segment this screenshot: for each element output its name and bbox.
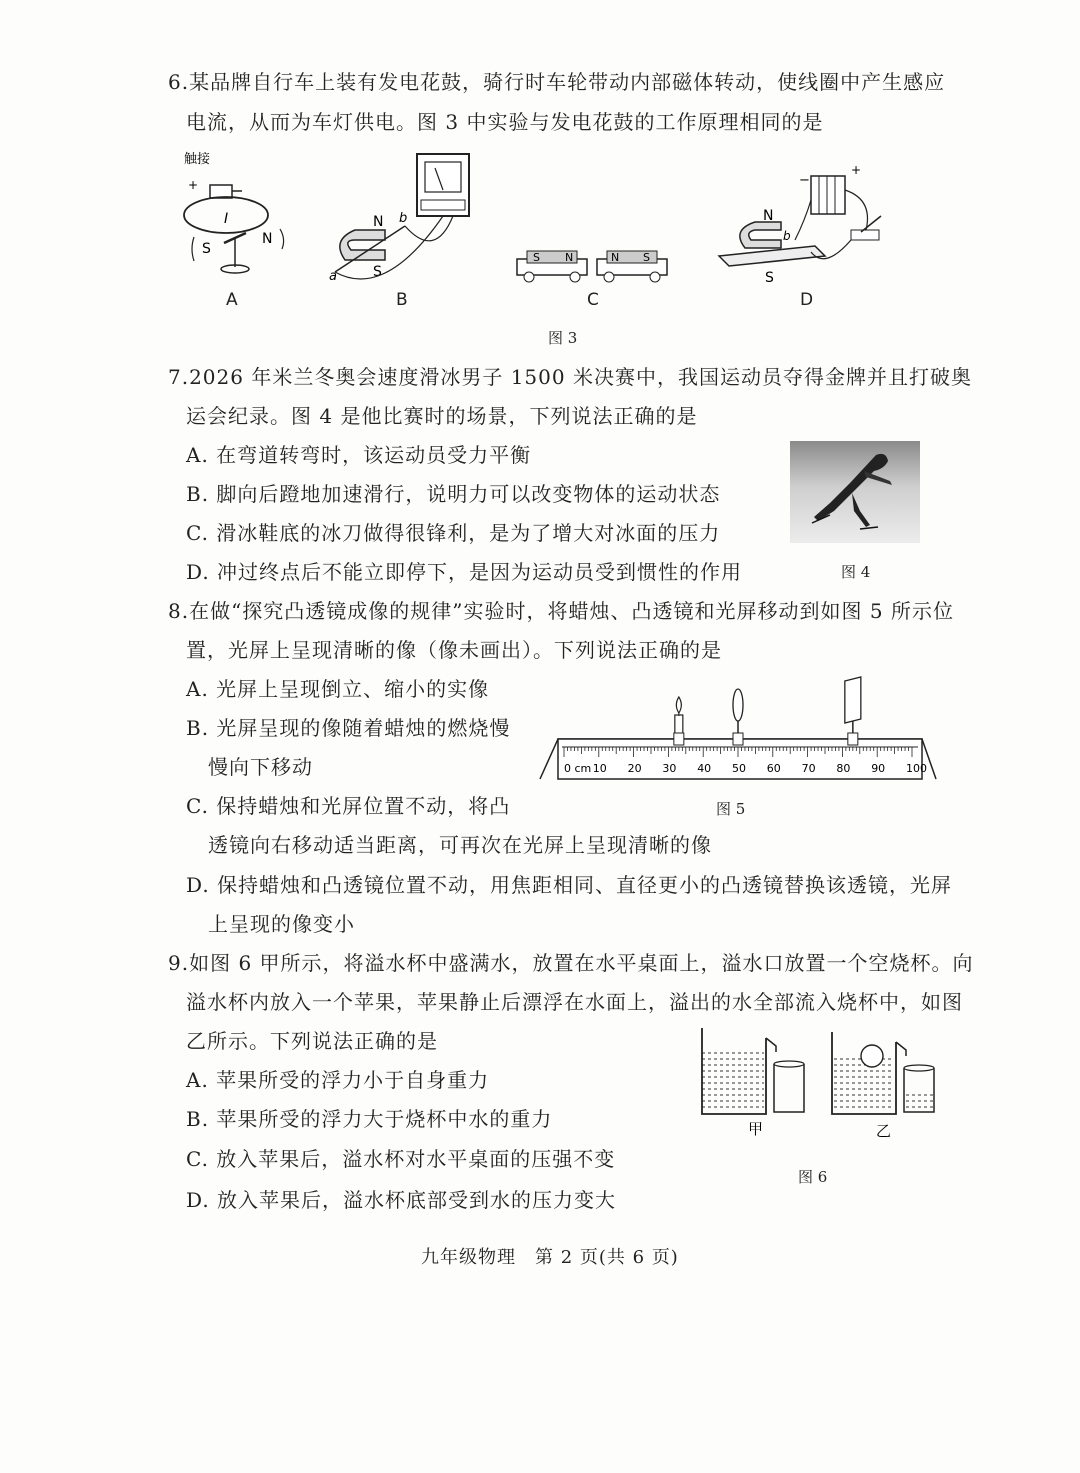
- q9-stem-3: 乙所示。下列说法正确的是: [186, 1029, 438, 1053]
- fig3-label-a: A: [226, 290, 238, 310]
- q7-option-d: D. 冲过终点后不能立即停下，是因为运动员受到惯性的作用: [186, 560, 743, 584]
- fig6-jia: [702, 1028, 804, 1138]
- light-screen: [845, 677, 861, 745]
- svg-text:+: +: [851, 163, 862, 177]
- q7-option-c: C. 滑冰鞋底的冰刀做得很锋利，是为了增大对冰面的压力: [186, 521, 721, 545]
- fig3-b-b: b: [399, 211, 408, 226]
- fig3-label-c: C: [587, 290, 599, 310]
- svg-text:−: −: [799, 173, 810, 188]
- q9-stem-1: 9.如图 6 甲所示，将溢水杯中盛满水，放置在水平桌面上，溢水口放置一个空烧杯。向: [168, 951, 974, 975]
- fig4-skater-photo: [790, 441, 920, 543]
- fig3-a-s: S: [202, 241, 211, 257]
- fig4-caption: 图 4: [841, 563, 871, 581]
- q7-option-b: B. 脚向后蹬地加速滑行，说明力可以改变物体的运动状态: [186, 482, 721, 506]
- ruler-label: 60: [766, 762, 781, 775]
- svg-text:N: N: [611, 251, 620, 264]
- ruler-label: 10: [592, 762, 607, 775]
- q8-option-c-1: C. 保持蜡烛和光屏位置不动，将凸: [186, 794, 511, 818]
- fig3-label-d: D: [800, 290, 814, 310]
- fig3-b-s: S: [373, 264, 382, 280]
- q8-option-a: A. 光屏上呈现倒立、缩小的实像: [186, 677, 490, 701]
- fig3-b-n: N: [373, 214, 384, 230]
- ruler-label: 90: [871, 762, 886, 775]
- fig3-d-s: S: [765, 270, 774, 286]
- q9-option-c: C. 放入苹果后，溢水杯对水平桌面的压强不变: [186, 1147, 616, 1171]
- ruler-label: 50: [732, 762, 746, 775]
- q8-option-b-1: B. 光屏呈现的像随着蜡烛的燃烧慢: [186, 716, 511, 740]
- q7-stem-2: 运会纪录。图 4 是他比赛时的场景，下列说法正确的是: [186, 404, 698, 428]
- fig5-caption: 图 5: [716, 800, 746, 818]
- q7-option-a: A. 在弯道转弯时，该运动员受力平衡: [186, 443, 532, 467]
- svg-text:S: S: [533, 251, 540, 264]
- fig3-a-oersted: [180, 145, 290, 285]
- q9-option-d: D. 放入苹果后，溢水杯底部受到水的压力变大: [186, 1188, 617, 1212]
- ruler-label: 80: [836, 762, 851, 775]
- svg-text:N: N: [565, 251, 574, 264]
- q8-stem-2: 置，光屏上呈现清晰的像（像未画出）。下列说法正确的是: [186, 638, 722, 662]
- q8-stem-1: 8.在做“探究凸透镜成像的规律”实验时，将蜡烛、凸透镜和光屏移动到如图 5 所示位: [168, 599, 954, 623]
- ruler-label: 40: [697, 762, 712, 775]
- ruler-label: 20: [627, 762, 642, 775]
- fig6-jia-label: 甲: [748, 1120, 764, 1138]
- q7-stem-1: 7.2026 年米兰冬奥会速度滑冰男子 1500 米决赛中，我国运动员夺得金牌并且打破奥: [168, 365, 972, 389]
- q6-line-1: 6.某品牌自行车上装有发电花鼓，骑行时车轮带动内部磁体转动，使线圈中产生感应: [168, 70, 946, 94]
- fig3-a-current: I: [224, 211, 229, 227]
- ruler-label: 0 cm: [564, 762, 592, 775]
- svg-text:b: b: [783, 229, 791, 243]
- fig3-d-motor: [715, 160, 895, 285]
- fig3-caption: 图 3: [548, 329, 578, 347]
- ruler-label: 70: [801, 762, 816, 775]
- fig3-a-note: 触接: [184, 152, 211, 167]
- ruler-label: 100: [906, 762, 927, 775]
- fig3-b-a: a: [329, 269, 337, 284]
- q6-line-2: 电流，从而为车灯供电。图 3 中实验与发电花鼓的工作原理相同的是: [186, 110, 824, 134]
- bench-items: [674, 677, 861, 745]
- page-footer: 九年级物理 第 2 页(共 6 页): [421, 1247, 679, 1268]
- fig3-c-magnets: [515, 245, 670, 285]
- svg-text:+: +: [188, 178, 199, 192]
- convex-lens: [733, 689, 743, 745]
- q8-option-d-2: 上呈现的像变小: [208, 912, 355, 936]
- fig6-yi: [832, 1032, 934, 1140]
- ruler-label: 30: [662, 762, 677, 775]
- fig3-label-b: B: [396, 290, 408, 310]
- fig5-optical-bench: [540, 675, 940, 785]
- candle: [674, 697, 684, 745]
- q8-option-c-2: 透镜向右移动适当距离，可再次在光屏上呈现清晰的像: [208, 833, 712, 857]
- fig6-caption: 图 6: [798, 1168, 828, 1186]
- fig3-d-n: N: [763, 208, 774, 224]
- q9-stem-2: 溢水杯内放入一个苹果，苹果静止后漂浮在水面上，溢出的水全部流入烧杯中，如图: [186, 990, 963, 1014]
- q8-option-b-2: 慢向下移动: [208, 755, 313, 779]
- q9-option-a: A. 苹果所受的浮力小于自身重力: [186, 1068, 490, 1092]
- fig3-a-n: N: [262, 231, 273, 247]
- fig6-overflow-cups: [696, 1026, 936, 1141]
- fig6-yi-label: 乙: [876, 1122, 892, 1140]
- fig3-b-generator: [325, 150, 475, 285]
- q9-option-b: B. 苹果所受的浮力大于烧杯中水的重力: [186, 1107, 553, 1131]
- svg-text:S: S: [643, 251, 650, 264]
- q8-option-d-1: D. 保持蜡烛和凸透镜位置不动，用焦距相同、直径更小的凸透镜替换该透镜，光屏: [186, 873, 953, 897]
